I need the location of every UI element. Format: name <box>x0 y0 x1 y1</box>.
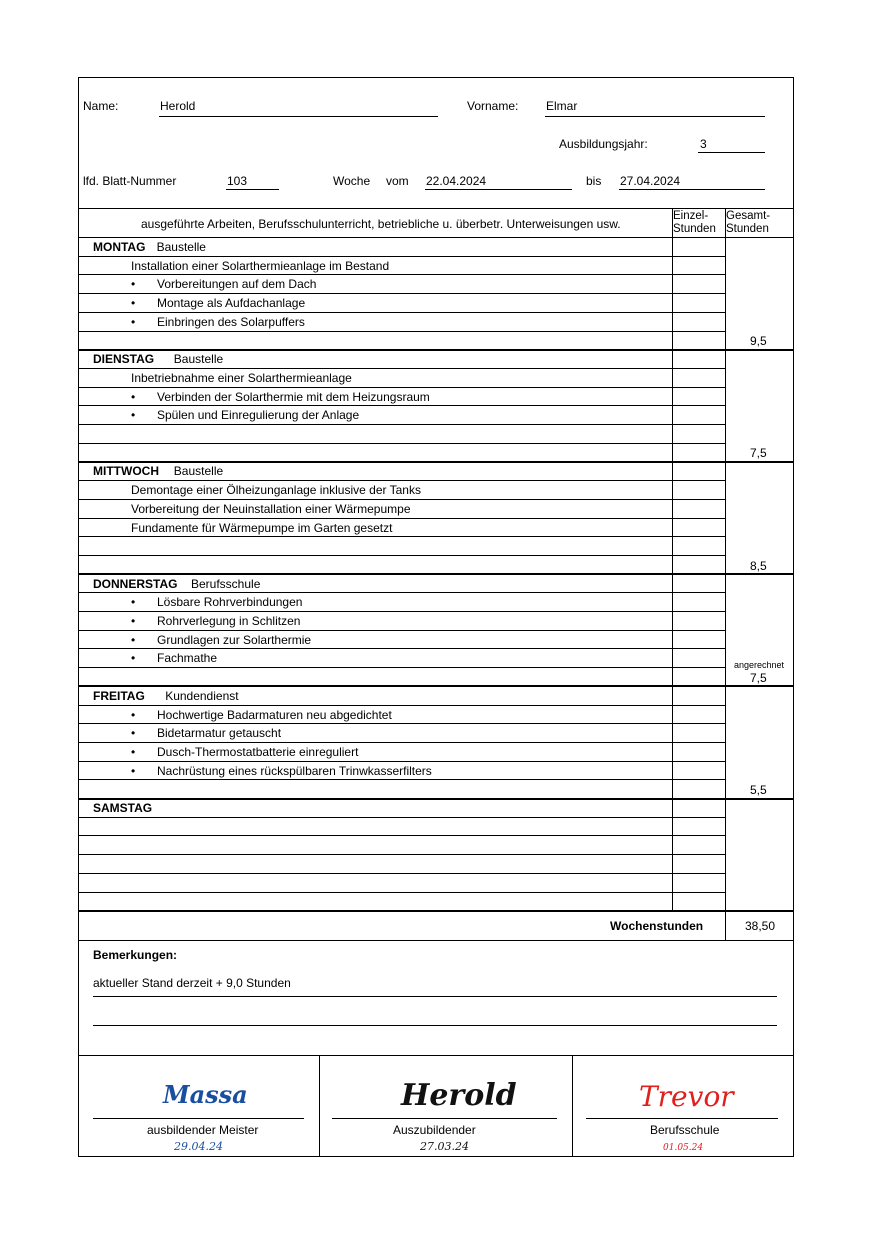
day-type: Baustelle <box>173 464 224 479</box>
remarks-line-2 <box>93 1025 777 1026</box>
table-row <box>79 648 725 649</box>
einzel-column-line <box>672 208 673 910</box>
activity-text: Einbringen des Solarpuffers <box>157 314 305 329</box>
vom-value: 22.04.2024 <box>426 174 487 188</box>
schule-role: Berufsschule <box>650 1123 720 1137</box>
day-separator <box>79 573 793 575</box>
meister-date: 29.04.24 <box>174 1140 223 1153</box>
activity-text: Vorbereitung der Neuinstallation einer Wärmepumpe <box>131 501 411 516</box>
totals-top-line <box>79 910 793 912</box>
remarks-text: aktueller Stand derzeit + 9,0 Stunden <box>93 976 291 990</box>
bullet-icon: • <box>131 595 136 610</box>
bis-underline <box>619 189 765 190</box>
remarks-line-1 <box>93 996 777 997</box>
table-top-line <box>79 208 793 209</box>
table-row <box>79 256 725 257</box>
table-row <box>79 817 725 818</box>
bullet-icon: • <box>131 632 136 647</box>
table-row <box>79 536 725 537</box>
day-total-hours: 7,5 <box>750 670 767 685</box>
blatt-value: 103 <box>227 174 248 188</box>
table-row <box>79 499 725 500</box>
table-row <box>79 592 725 593</box>
vorname-label: Vorname: <box>467 99 519 113</box>
day-total-hours: 7,5 <box>750 446 767 461</box>
signature-top-line <box>79 1055 793 1056</box>
activity-text: Fachmathe <box>157 651 218 666</box>
description-header: ausgeführte Arbeiten, Berufsschulunterricht, betriebliche u. überbetr. Unterweisungen usw. <box>141 217 621 231</box>
day-type: Baustelle <box>173 352 224 367</box>
blatt-label: lfd. Blatt-Nummer <box>83 174 177 188</box>
woche-label: Woche <box>333 174 371 188</box>
schule-sign-line <box>586 1118 778 1119</box>
day-name: MONTAG <box>93 240 146 254</box>
table-row <box>79 274 725 275</box>
blatt-underline <box>226 189 279 190</box>
day-total-hours: 5,5 <box>750 783 767 797</box>
signature-divider-2 <box>572 1055 573 1157</box>
day-separator <box>79 349 793 351</box>
bullet-icon: • <box>131 651 136 666</box>
table-row <box>79 387 725 388</box>
totals-label: Wochenstunden <box>610 919 704 933</box>
day-name: DIENSTAG <box>93 352 155 367</box>
day-name: DONNERSTAG <box>93 576 178 591</box>
bullet-icon: • <box>131 744 136 759</box>
azubi-sign-line <box>332 1118 557 1119</box>
bis-value: 27.04.2024 <box>620 174 681 188</box>
jahr-underline <box>698 152 765 153</box>
day-name: SAMSTAG <box>93 801 153 815</box>
name-underline <box>159 116 438 117</box>
activity-text: Rohrverlegung in Schlitzen <box>157 614 301 628</box>
activity-text: Hochwertige Badarmaturen neu abgedichtet <box>157 707 392 722</box>
meister-signature: Massa <box>163 1080 248 1109</box>
table-row <box>79 723 725 724</box>
bullet-icon: • <box>131 726 136 741</box>
bullet-icon: • <box>131 614 136 628</box>
vom-label: vom <box>386 174 409 188</box>
activity-text: Installation einer Solarthermieanlage im Bestand <box>131 258 390 273</box>
activity-text: Vorbereitungen auf dem Dach <box>157 277 317 292</box>
activity-text: Fundamente für Wärmepumpe im Garten gesetzt <box>131 520 393 535</box>
bullet-icon: • <box>131 389 136 404</box>
vom-underline <box>425 189 572 190</box>
table-row <box>79 331 725 332</box>
day-separator <box>79 685 793 687</box>
schule-date: 01.05.24 <box>663 1143 704 1153</box>
remarks-label: Bemerkungen: <box>93 948 178 962</box>
activity-text: Verbinden der Solarthermie mit dem Heizungsraum <box>157 389 430 404</box>
table-row <box>79 443 725 444</box>
meister-sign-line <box>93 1118 304 1119</box>
vorname-value: Elmar <box>546 99 578 113</box>
bis-label: bis <box>586 174 602 188</box>
activity-text: Dusch-Thermostatbatterie einreguliert <box>157 744 359 759</box>
activity-text: Inbetriebnahme einer Solarthermieanlage <box>131 370 352 385</box>
bullet-icon: • <box>131 763 136 778</box>
day-total-hours: 9,5 <box>750 334 767 349</box>
day-name: FREITAG <box>93 688 145 703</box>
hours-note: angerechnet <box>734 659 785 670</box>
vorname-underline <box>545 116 765 117</box>
totals-value: 38,50 <box>745 919 776 933</box>
day-name: MITTWOCH <box>93 464 159 479</box>
bullet-icon: • <box>131 314 136 329</box>
totals-bottom-line <box>79 940 793 941</box>
meister-role: ausbildender Meister <box>147 1123 259 1137</box>
name-label: Name: <box>83 99 119 113</box>
activity-text: Spülen und Einregulierung der Anlage <box>157 408 360 423</box>
table-row <box>79 630 725 631</box>
table-row <box>79 761 725 762</box>
table-row <box>79 312 725 313</box>
activity-text: Nachrüstung eines rückspülbaren Trinwkasserfilters <box>157 763 432 778</box>
report-sheet <box>78 77 794 1157</box>
day-separator <box>79 461 793 463</box>
table-row <box>79 892 725 893</box>
table-row <box>79 555 725 556</box>
signature-divider-1 <box>319 1055 320 1157</box>
activity-text: Grundlagen zur Solarthermie <box>157 632 312 647</box>
day-total-hours: 8,5 <box>750 558 767 573</box>
gesamt-header: Gesamt- Stunden <box>726 210 771 235</box>
table-row <box>79 518 725 519</box>
bullet-icon: • <box>131 408 136 423</box>
table-row <box>79 293 725 294</box>
azubi-signature: Herold <box>401 1078 517 1113</box>
bullet-icon: • <box>131 277 136 292</box>
day-separator <box>79 798 793 800</box>
totals-column-line <box>725 910 726 940</box>
table-row <box>79 873 725 874</box>
table-header-bottom-line <box>79 237 793 238</box>
day-type: Kundendienst <box>165 688 239 703</box>
bullet-icon: • <box>131 296 136 311</box>
bullet-icon: • <box>131 707 136 722</box>
table-row <box>79 611 725 612</box>
table-row <box>79 368 725 369</box>
jahr-label: Ausbildungsjahr: <box>559 137 648 151</box>
table-row <box>79 405 725 406</box>
activity-text: Bidetarmatur getauscht <box>157 726 282 741</box>
activity-text: Montage als Aufdachanlage <box>157 296 306 311</box>
activity-text: Lösbare Rohrverbindungen <box>157 595 303 610</box>
day-type: Berufsschule <box>191 576 261 591</box>
einzel-header: Einzel- Stunden <box>673 210 716 235</box>
jahr-value: 3 <box>700 137 707 151</box>
gesamt-column-line <box>725 208 726 910</box>
azubi-role: Auszubildender <box>393 1123 476 1137</box>
table-row <box>79 667 725 668</box>
table-row <box>79 779 725 780</box>
name-value: Herold <box>160 99 196 113</box>
table-row <box>79 835 725 836</box>
table-row <box>79 705 725 706</box>
table-row <box>79 742 725 743</box>
activity-text: Demontage einer Ölheizunganlage inklusive der Tanks <box>131 483 421 498</box>
azubi-date: 27.03.24 <box>420 1140 469 1153</box>
table-row <box>79 424 725 425</box>
schule-signature: Trevor <box>639 1080 734 1113</box>
day-type: Baustelle <box>156 240 206 254</box>
table-row <box>79 480 725 481</box>
table-row <box>79 854 725 855</box>
